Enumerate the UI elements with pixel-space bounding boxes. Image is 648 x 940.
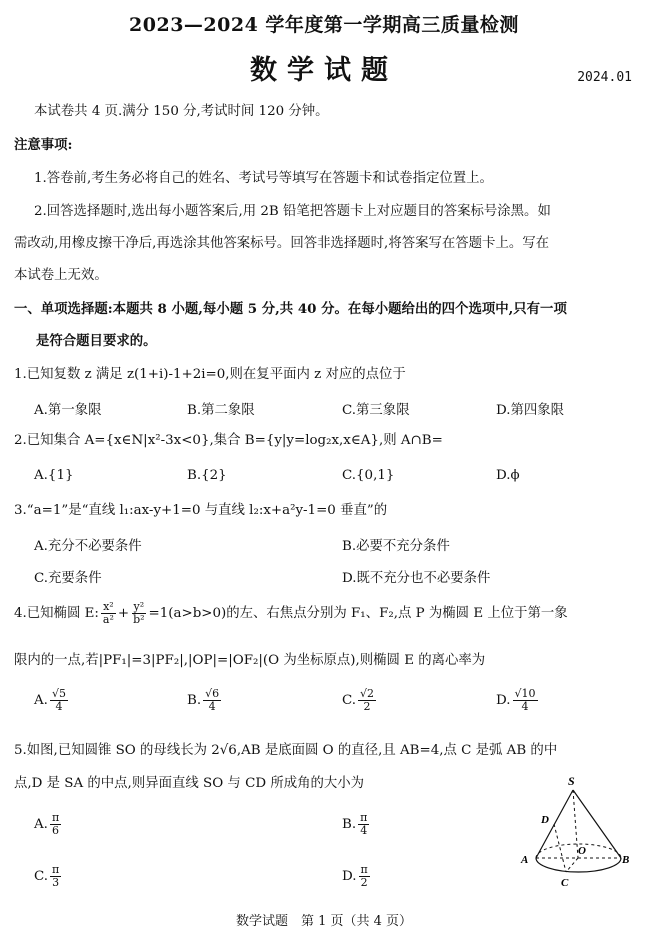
q4-fraction-x-den: a² bbox=[102, 613, 114, 626]
q5-option-d-num: π bbox=[360, 863, 368, 876]
page-footer: 数学试题 第 1 页（共 4 页） bbox=[235, 914, 413, 929]
q5-option-a-fraction bbox=[50, 812, 61, 837]
q5-option-c-label: C. bbox=[34, 869, 49, 884]
q5-option-b bbox=[342, 812, 371, 837]
q5-option-a-num: π bbox=[51, 811, 60, 824]
q4-stem-rest: =1(a>b>0)的左、右焦点分别为 F₁、F₂,点 P 为椭圆 E 上位于第一象 bbox=[148, 606, 568, 621]
section-1-heading-line-1: 一、单项选择题:本题共 8 小题,每小题 5 分,共 40 分。在每小题给出的四个选项中,只有一项 bbox=[14, 301, 567, 317]
q5-stem-line-1: 5.如图,已知圆锥 SO 的母线长为 2√6,AB 是底面圆 O 的直径,且 AB=4,点 C 是弧 AB 的中 bbox=[14, 743, 558, 758]
label-b: B bbox=[622, 854, 630, 866]
q2-option-a: A.{1} bbox=[34, 468, 74, 483]
q4-option-a-label: A. bbox=[34, 693, 48, 708]
q4-option-d-den: 4 bbox=[521, 700, 529, 713]
q4-option-b-label: B. bbox=[187, 693, 202, 708]
q1-option-c: C.第三象限 bbox=[342, 403, 410, 418]
q1-stem: 1.已知复数 z 满足 z(1+i)-1+2i=0,则在复平面内 z 对应的点位于 bbox=[14, 367, 406, 382]
q4-option-a-fraction bbox=[50, 688, 68, 713]
q4-option-b-den: 4 bbox=[208, 700, 216, 713]
q3-option-d: D.既不充分也不必要条件 bbox=[342, 571, 491, 586]
q5-option-d-label: D. bbox=[342, 869, 357, 884]
q4-stem-line-2: 限内的一点,若|PF₁|=3|PF₂|,|OP|=|OF₂|(O 为坐标原点),则椭圆 E 的离心率为 bbox=[14, 653, 486, 668]
q4-fraction-y-den: b² bbox=[133, 613, 145, 626]
q1-option-a: A.第一象限 bbox=[34, 403, 102, 418]
q5-option-b-fraction bbox=[358, 812, 369, 837]
notice-item-1: 1.答卷前,考生务必将自己的姓名、考试号等填写在答题卡和试卷指定位置上。 bbox=[34, 171, 493, 186]
q4-fraction-x bbox=[101, 601, 116, 626]
q4-option-c-label: C. bbox=[342, 693, 357, 708]
q5-option-c-fraction bbox=[50, 864, 61, 889]
q2-option-c: C.{0,1} bbox=[342, 468, 395, 483]
q5-option-c-num: π bbox=[52, 863, 60, 876]
label-a: A bbox=[521, 854, 529, 866]
notice-item-2-line-3: 本试卷上无效。 bbox=[14, 268, 108, 283]
q5-stem-line-2: 点,D 是 SA 的中点,则异面直线 SO 与 CD 所成角的大小为 bbox=[14, 776, 365, 791]
q4-option-c-den: 2 bbox=[363, 700, 371, 713]
q4-option-b-fraction bbox=[203, 688, 221, 713]
q4-plus: + bbox=[117, 606, 130, 621]
cone-figure bbox=[510, 772, 640, 892]
q5-option-b-label: B. bbox=[342, 817, 357, 832]
q5-option-c bbox=[34, 864, 63, 889]
q5-option-d bbox=[342, 864, 372, 889]
q4-fraction-y bbox=[131, 601, 146, 626]
base-front-arc bbox=[536, 858, 621, 872]
label-d: D bbox=[541, 814, 549, 826]
label-s: S bbox=[568, 774, 575, 788]
q4-option-d-label: D. bbox=[496, 693, 511, 708]
q4-option-b-num: √6 bbox=[205, 687, 220, 700]
q3-option-b: B.必要不充分条件 bbox=[342, 539, 450, 554]
exam-subject-title: 数学试题 bbox=[250, 55, 398, 86]
q5-option-d-den: 2 bbox=[360, 876, 368, 889]
q4-option-d bbox=[496, 688, 540, 713]
segment-dc bbox=[554, 824, 566, 872]
q4-fraction-x-num: x² bbox=[103, 600, 114, 613]
notice-heading: 注意事项: bbox=[14, 137, 73, 153]
q5-option-a-label: A. bbox=[34, 817, 48, 832]
q4-stem-start: 4.已知椭圆 E: bbox=[14, 606, 99, 621]
section-1-heading-line-2: 是符合题目要求的。 bbox=[36, 333, 157, 349]
q2-stem: 2.已知集合 A={x∈N|x²-3x<0},集合 B={y|y=log₂x,x∈A},则 A∩B= bbox=[14, 433, 443, 448]
q4-option-d-num: √10 bbox=[514, 687, 536, 700]
q4-fraction-y-num: y² bbox=[133, 600, 145, 613]
label-c: C bbox=[561, 877, 569, 889]
q1-option-b: B.第二象限 bbox=[187, 403, 255, 418]
q5-option-d-fraction bbox=[359, 864, 370, 889]
notice-item-2-line-2: 需改动,用橡皮擦干净后,再选涂其他答案标号。回答非选择题时,将答案写在答题卡上。写在 bbox=[14, 236, 550, 251]
q5-option-a-den: 6 bbox=[52, 824, 60, 837]
q3-option-c: C.充要条件 bbox=[34, 571, 102, 586]
q4-stem bbox=[14, 599, 568, 629]
q4-option-a-num: √5 bbox=[51, 687, 66, 700]
q2-option-d: D.ϕ bbox=[496, 468, 520, 483]
q5-option-b-den: 4 bbox=[360, 824, 368, 837]
q4-option-a-den: 4 bbox=[55, 700, 63, 713]
q3-option-a: A.充分不必要条件 bbox=[34, 539, 142, 554]
q4-option-c bbox=[342, 688, 378, 713]
q5-option-c-den: 3 bbox=[52, 876, 60, 889]
exam-date: 2024.01 bbox=[577, 70, 632, 85]
q4-option-c-fraction bbox=[358, 688, 376, 713]
notice-item-2-line-1: 2.回答选择题时,选出每小题答案后,用 2B 铅笔把答题卡上对应题目的答案标号涂黑。如 bbox=[34, 204, 551, 219]
q4-option-d-fraction bbox=[513, 688, 538, 713]
exam-header-title: 2023—2024 学年度第一学期高三质量检测 bbox=[129, 14, 519, 36]
q5-option-b-num: π bbox=[360, 811, 368, 824]
segment-oc bbox=[566, 858, 578, 872]
q4-option-c-num: √2 bbox=[360, 687, 375, 700]
label-o: O bbox=[578, 845, 586, 857]
q2-option-b: B.{2} bbox=[187, 468, 227, 483]
q5-option-a bbox=[34, 812, 63, 837]
q1-option-d: D.第四象限 bbox=[496, 403, 565, 418]
intro-text: 本试卷共 4 页.满分 150 分,考试时间 120 分钟。 bbox=[34, 104, 329, 119]
q3-stem: 3.“a=1”是“直线 l₁:ax-y+1=0 与直线 l₂:x+a²y-1=0 垂直”的 bbox=[14, 503, 388, 518]
q4-option-b bbox=[187, 688, 223, 713]
q4-option-a bbox=[34, 688, 70, 713]
